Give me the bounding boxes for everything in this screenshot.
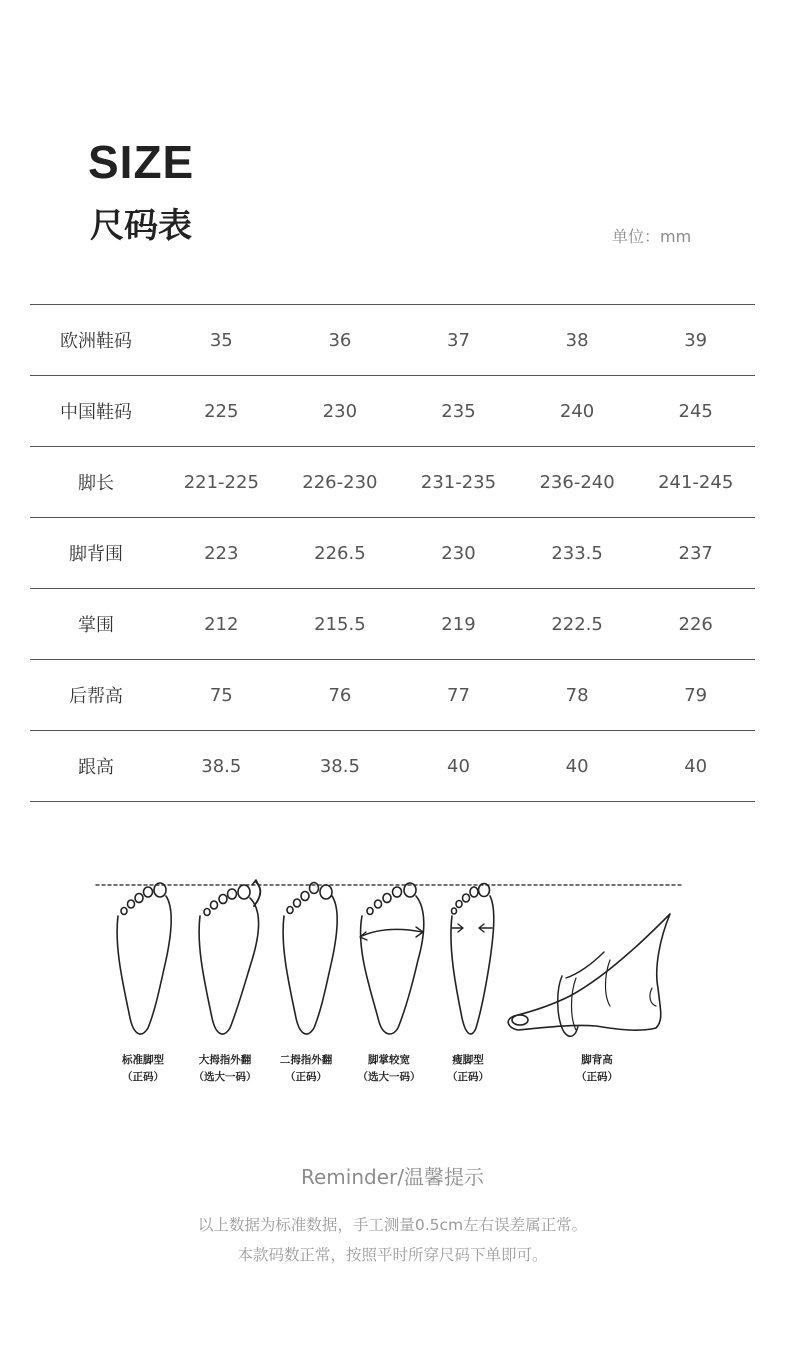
- foot-label-standard: 标准脚型 （正码）: [122, 1054, 164, 1083]
- table-row: [30, 447, 755, 518]
- table-cell: 38: [518, 305, 637, 376]
- table-cell: 233.5: [518, 518, 637, 589]
- table-row: [30, 305, 755, 376]
- row-label: 中国鞋码: [30, 376, 162, 447]
- size-table: [30, 304, 755, 802]
- table-cell: 40: [636, 731, 755, 802]
- table-cell: 39: [636, 305, 755, 376]
- table-cell: 223: [162, 518, 281, 589]
- table-cell: 40: [399, 731, 518, 802]
- table-cell: 235: [399, 376, 518, 447]
- table-cell: 212: [162, 589, 281, 660]
- row-label: 欧洲鞋码: [30, 305, 162, 376]
- wide-foot-icon: [360, 883, 424, 1034]
- row-label: 脚长: [30, 447, 162, 518]
- table-cell: 225: [162, 376, 281, 447]
- table-cell: 219: [399, 589, 518, 660]
- table-cell: 79: [636, 660, 755, 731]
- table-cell: 237: [636, 518, 755, 589]
- table-cell: 38.5: [281, 731, 400, 802]
- table-row: [30, 376, 755, 447]
- narrow-foot-icon: [451, 884, 494, 1034]
- table-row: [30, 660, 755, 731]
- table-cell: 37: [399, 305, 518, 376]
- table-cell: 240: [518, 376, 637, 447]
- table-cell: 226.5: [281, 518, 400, 589]
- table-cell: 226-230: [281, 447, 400, 518]
- table-row: [30, 731, 755, 802]
- standard-foot-icon: [117, 883, 171, 1034]
- reminder-line-2: 本款码数正常，按照平时所穿尺码下单即可。: [237, 1246, 548, 1264]
- table-cell: 77: [399, 660, 518, 731]
- table-cell: 78: [518, 660, 637, 731]
- foot-label-second-toe: 二拇指外翻 （正码）: [279, 1054, 333, 1083]
- table-cell: 215.5: [281, 589, 400, 660]
- table-cell: 241-245: [636, 447, 755, 518]
- unit-label: 单位：mm: [612, 227, 692, 246]
- row-label: 脚背围: [30, 518, 162, 589]
- table-cell: 230: [281, 376, 400, 447]
- foot-label-bunion: 大拇指外翻 （选大一码）: [193, 1054, 257, 1083]
- table-cell: 38.5: [162, 731, 281, 802]
- reminder-line-1: 以上数据为标准数据，手工测量0.5cm左右误差属正常。: [197, 1216, 588, 1234]
- row-label: 后帮高: [30, 660, 162, 731]
- table-cell: 221-225: [162, 447, 281, 518]
- high-instep-foot-icon: [508, 914, 670, 1036]
- table-cell: 35: [162, 305, 281, 376]
- table-cell: 236-240: [518, 447, 637, 518]
- page-title-cn: 尺码表: [90, 206, 192, 246]
- page-title-en: SIZE: [88, 136, 195, 188]
- row-label: 掌围: [30, 589, 162, 660]
- table-cell: 226: [636, 589, 755, 660]
- second-toe-foot-icon: [283, 883, 337, 1034]
- foot-label-narrow: 瘦脚型 （正码）: [447, 1054, 489, 1083]
- foot-label-wide: 脚掌较宽 （选大一码）: [357, 1054, 421, 1083]
- table-cell: 40: [518, 731, 637, 802]
- table-row: [30, 589, 755, 660]
- table-row: [30, 518, 755, 589]
- bunion-foot-icon: [199, 880, 260, 1034]
- foot-label-high-instep: 脚背高 （正码）: [576, 1054, 618, 1083]
- reminder-title: Reminder/温馨提示: [301, 1165, 484, 1189]
- table-cell: 230: [399, 518, 518, 589]
- table-cell: 36: [281, 305, 400, 376]
- table-cell: 222.5: [518, 589, 637, 660]
- table-cell: 76: [281, 660, 400, 731]
- table-cell: 231-235: [399, 447, 518, 518]
- row-label: 跟高: [30, 731, 162, 802]
- table-cell: 245: [636, 376, 755, 447]
- table-cell: 75: [162, 660, 281, 731]
